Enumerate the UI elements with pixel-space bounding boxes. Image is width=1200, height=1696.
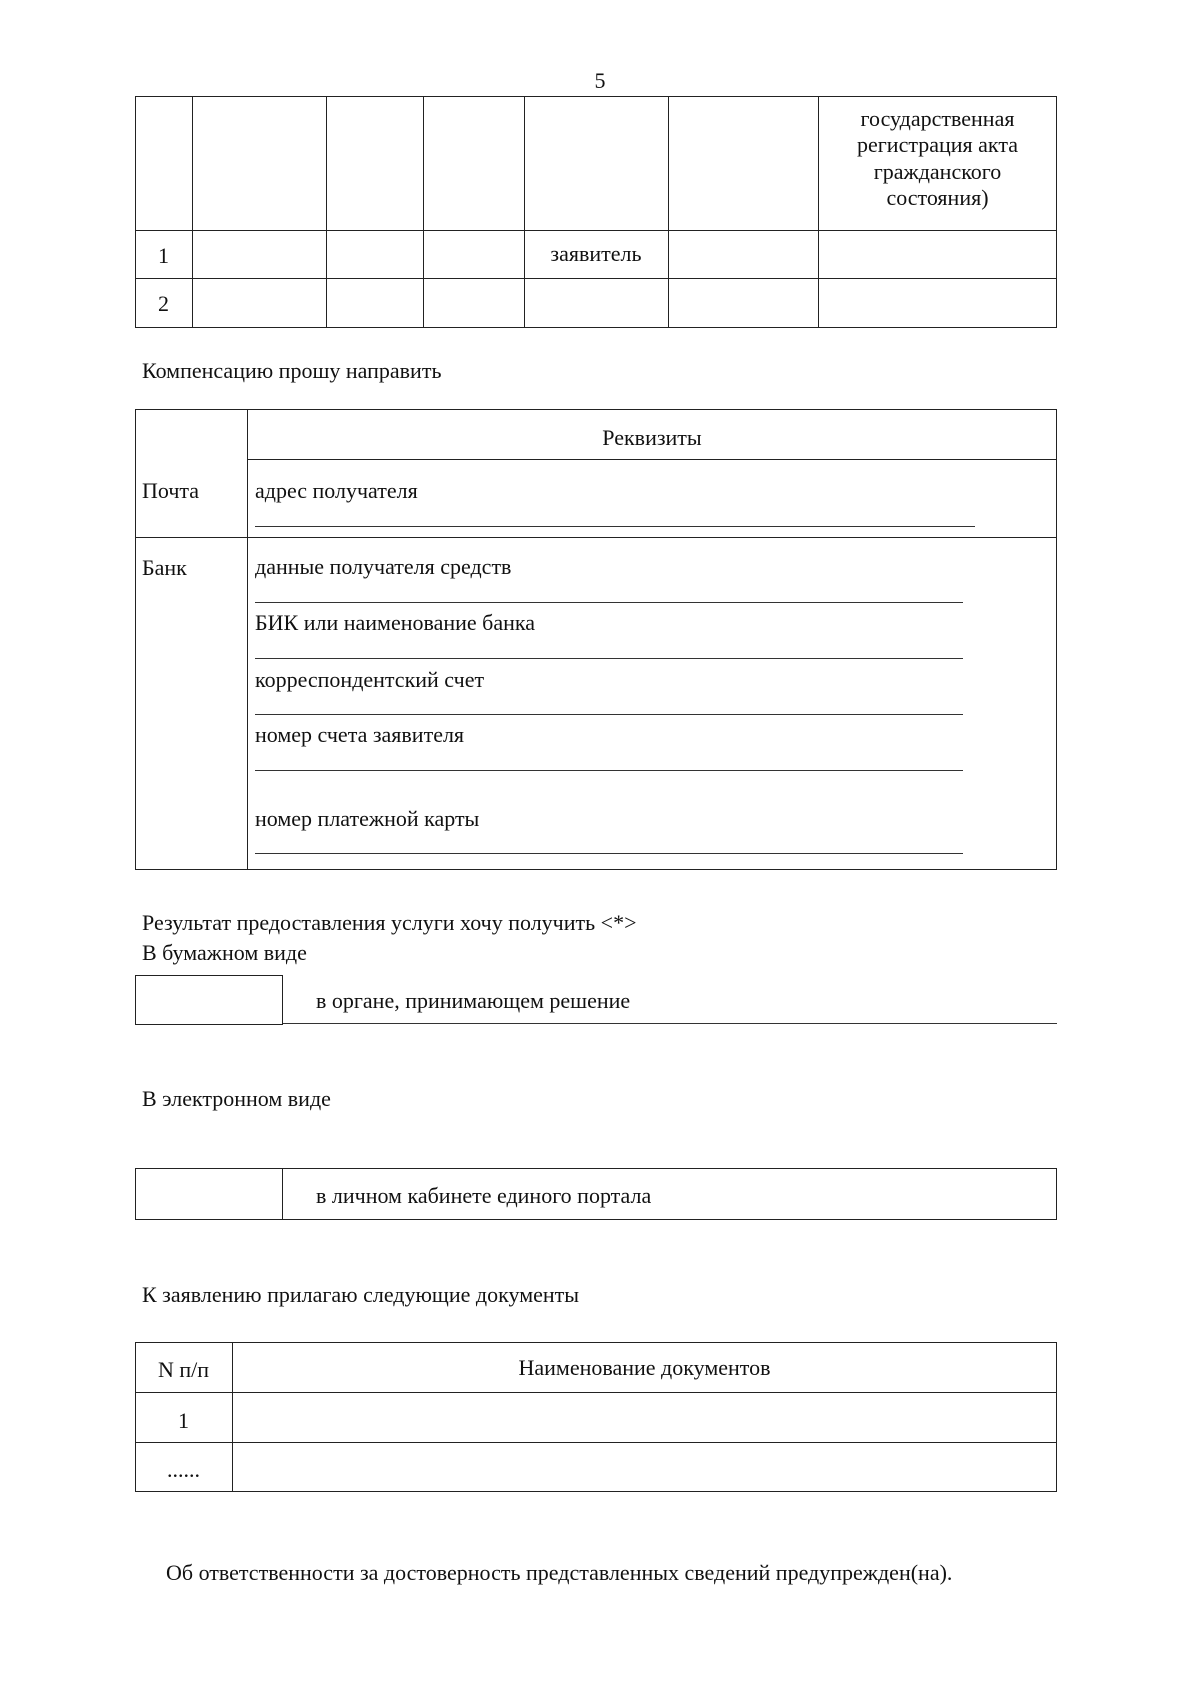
page-number: 5 — [594, 68, 606, 93]
corr-account-field[interactable] — [255, 714, 963, 715]
corr-account-label: корреспондентский счет — [255, 667, 485, 692]
card-number-label: номер платежной карты — [255, 806, 480, 831]
col-divider — [423, 96, 424, 328]
doc-row-number: 1 — [178, 1408, 189, 1433]
row-divider — [135, 537, 1057, 538]
result-heading: Результат предоставления услуги хочу получить <*> — [142, 910, 637, 935]
col-divider — [326, 96, 327, 328]
header-line: регистрация акта — [857, 132, 1018, 158]
row-number: 2 — [158, 291, 169, 316]
mail-label: Почта — [142, 478, 200, 503]
requisites-header: Реквизиты — [602, 425, 702, 450]
paper-option-label: в органе, принимающем решение — [316, 988, 631, 1013]
doc-col-name: Наименование документов — [518, 1355, 771, 1380]
recipient-data-label: данные получателя средств — [255, 554, 512, 579]
recipient-address-field[interactable] — [255, 526, 975, 527]
header-line: государственная — [860, 106, 1015, 131]
doc-col-number: N п/п — [157, 1357, 210, 1382]
col-divider — [247, 409, 248, 870]
row-divider — [135, 278, 1057, 279]
electronic-form-label: В электронном виде — [142, 1086, 331, 1111]
applicant-account-field[interactable] — [255, 770, 963, 771]
paper-option-checkbox[interactable] — [135, 975, 283, 1025]
header-line: гражданского — [873, 158, 1002, 184]
recipient-data-field[interactable] — [255, 602, 963, 603]
bik-bank-label: БИК или наименование банка — [255, 610, 536, 635]
compensation-heading: Компенсацию прошу направить — [142, 358, 442, 383]
paper-option-underline — [283, 1023, 1057, 1024]
electronic-option-checkbox[interactable] — [282, 1168, 283, 1220]
applicant-role: заявитель — [550, 241, 642, 266]
col-divider — [192, 96, 193, 328]
header-cell-civil-registration — [818, 106, 1057, 212]
row-divider — [135, 1392, 1057, 1393]
col-divider — [524, 96, 525, 328]
card-number-field[interactable] — [255, 853, 963, 854]
recipient-address-label: адрес получателя — [255, 478, 418, 503]
bik-bank-field[interactable] — [255, 658, 963, 659]
responsibility-note: Об ответственности за достоверность представленных сведений предупрежден(на). — [166, 1560, 953, 1585]
row-number: 1 — [158, 243, 169, 268]
header-line: состояния) — [886, 185, 989, 211]
paper-form-label: В бумажном виде — [142, 940, 307, 965]
bank-label: Банк — [142, 555, 187, 580]
electronic-option-label: в личном кабинете единого портала — [316, 1183, 652, 1208]
header-divider — [247, 459, 1057, 460]
applicant-account-label: номер счета заявителя — [255, 722, 465, 747]
row-divider — [135, 230, 1057, 231]
doc-row-number: ...... — [167, 1457, 200, 1482]
row-divider — [135, 1442, 1057, 1443]
documents-heading: К заявлению прилагаю следующие документы — [142, 1282, 580, 1307]
col-divider — [668, 96, 669, 328]
